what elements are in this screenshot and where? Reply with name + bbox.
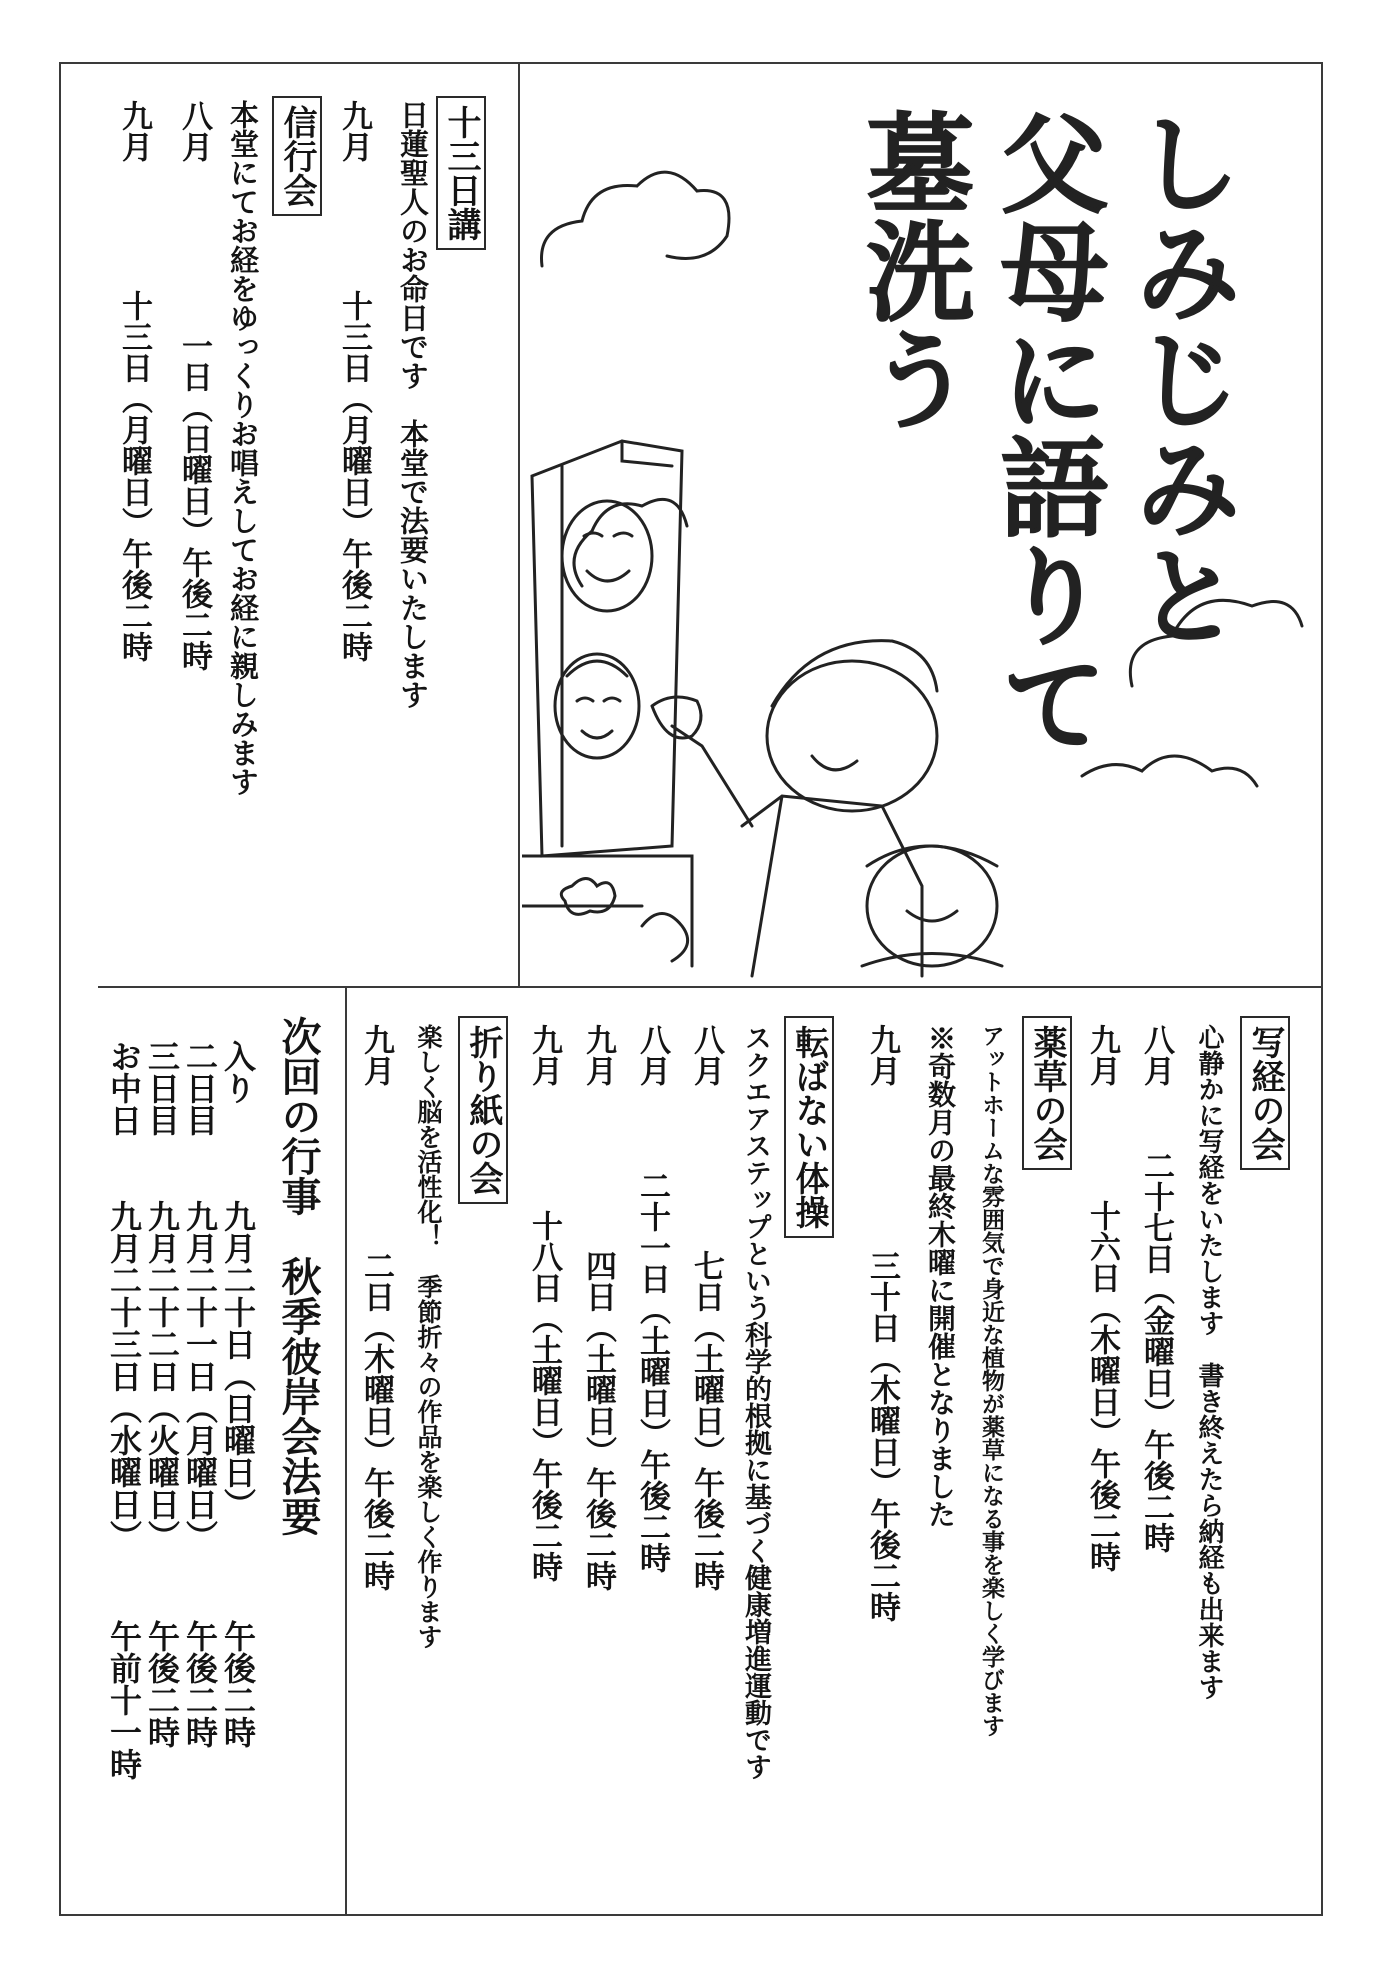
divider-top-vertical xyxy=(518,64,520,986)
yakuso-row-schedule: 三十日（木曜日）午後二時 xyxy=(864,1250,900,1622)
divider-bottom-vertical xyxy=(345,988,347,1914)
gravestone xyxy=(532,441,682,856)
next-event-row-label: お中日 xyxy=(105,1040,143,1136)
korobanai-row-schedule: 二十一日（土曜日）午後二時 xyxy=(634,1170,670,1573)
cloud-icon xyxy=(1082,756,1257,786)
flower-icon xyxy=(561,879,615,915)
origami-row-schedule: 二日（木曜日）午後二時 xyxy=(358,1250,394,1591)
korobanai-row-month: 八月 xyxy=(688,1024,724,1086)
shakyo-description: 心静かに写経をいたします 書き終えたら納経も出来ます xyxy=(1194,1024,1224,1700)
heading-korobanai-taiso: 転ばない体操 xyxy=(784,1016,834,1238)
next-event-row-date: 九月二十日（日曜日） xyxy=(219,1200,257,1520)
boy-arm xyxy=(672,726,752,826)
next-event-heading: 次回の行事 秋季彼岸会法要 xyxy=(275,1016,322,1536)
shingyo-row-month: 九月 xyxy=(116,100,152,162)
korobanai-row-schedule: 七日（土曜日）午後二時 xyxy=(688,1250,724,1591)
jusannichi-description: 日蓮聖人のお命日です 本堂で法要いたします xyxy=(396,100,430,709)
shakyo-row-schedule: 二十七日（金曜日）午後二時 xyxy=(1138,1150,1174,1553)
yakuso-note: ※奇数月の最終木曜に開催となりました xyxy=(924,1024,957,1528)
korobanai-row-schedule: 十八日（土曜日）午後二時 xyxy=(526,1210,562,1582)
shakyo-row-month: 九月 xyxy=(1084,1024,1120,1086)
origami-description: 楽しく脳を活性化！ 季節折々の作品を楽しく作ります xyxy=(414,1024,443,1649)
next-event-row-date: 九月二十一日（月曜日） xyxy=(181,1200,219,1552)
cloud-icon xyxy=(542,172,730,266)
shakyo-row-schedule: 十六日（木曜日）午後二時 xyxy=(1084,1200,1120,1572)
jusannichi-month: 九月 xyxy=(336,100,372,162)
next-event-row-label: 入り xyxy=(219,1040,257,1104)
origami-row-month: 九月 xyxy=(358,1024,394,1086)
child-head xyxy=(867,846,997,966)
haiku-column-3: 墓洗う xyxy=(848,108,973,432)
grandmother-face xyxy=(555,654,639,758)
shakyo-row-month: 八月 xyxy=(1138,1024,1174,1086)
next-event-row-date: 九月二十二日（火曜日） xyxy=(143,1200,181,1552)
haiku-column-1: しみじみと xyxy=(1116,108,1241,648)
boy-head xyxy=(767,661,937,811)
next-event-row-time: 午後二時 xyxy=(143,1620,181,1748)
divider-horizontal xyxy=(98,986,1323,988)
shingyo-row-schedule: 十三日（月曜日）午後二時 xyxy=(116,290,152,662)
haiku-column-2: 父母に語りて xyxy=(982,108,1107,756)
next-event-row-label: 三日目 xyxy=(143,1040,181,1136)
korobanai-row-month: 八月 xyxy=(634,1024,670,1086)
yakuso-description: アットホームな雰囲気で身近な植物が薬草になる事を楽しく学びます xyxy=(978,1024,1005,1737)
next-event-row-time: 午後二時 xyxy=(219,1620,257,1748)
shingyo-row-schedule: 一日（日曜日）午後二時 xyxy=(176,330,212,671)
heading-origami-kai: 折り紙の会 xyxy=(458,1016,508,1204)
heading-shakyo-kai: 写経の会 xyxy=(1240,1016,1290,1170)
korobanai-row-month: 九月 xyxy=(526,1024,562,1086)
next-event-row-time: 午前十一時 xyxy=(105,1620,143,1780)
jusannichi-schedule: 十三日（月曜日）午後二時 xyxy=(336,290,372,662)
yakuso-row-month: 九月 xyxy=(864,1024,900,1086)
next-event-row-date: 九月二十三日（水曜日） xyxy=(105,1200,143,1552)
next-event-row-label: 二日目 xyxy=(181,1040,219,1136)
korobanai-row-month: 九月 xyxy=(580,1024,616,1086)
korobanai-description: スクエアステップという科学的根拠に基づく健康増進運動です xyxy=(740,1024,771,1780)
heading-shingyo-kai: 信行会 xyxy=(272,96,322,216)
heading-yakuso-kai: 薬草の会 xyxy=(1022,1016,1072,1170)
korobanai-row-schedule: 四日（土曜日）午後二時 xyxy=(580,1250,616,1591)
boy-body xyxy=(742,796,922,976)
heading-jusannichi-ko: 十三日講 xyxy=(436,96,486,250)
shingyo-row-month: 八月 xyxy=(176,100,212,162)
shingyo-description: 本堂にてお経をゆっくりお唱えしてお経に親しみます xyxy=(226,100,260,796)
next-event-row-time: 午後二時 xyxy=(181,1620,219,1748)
